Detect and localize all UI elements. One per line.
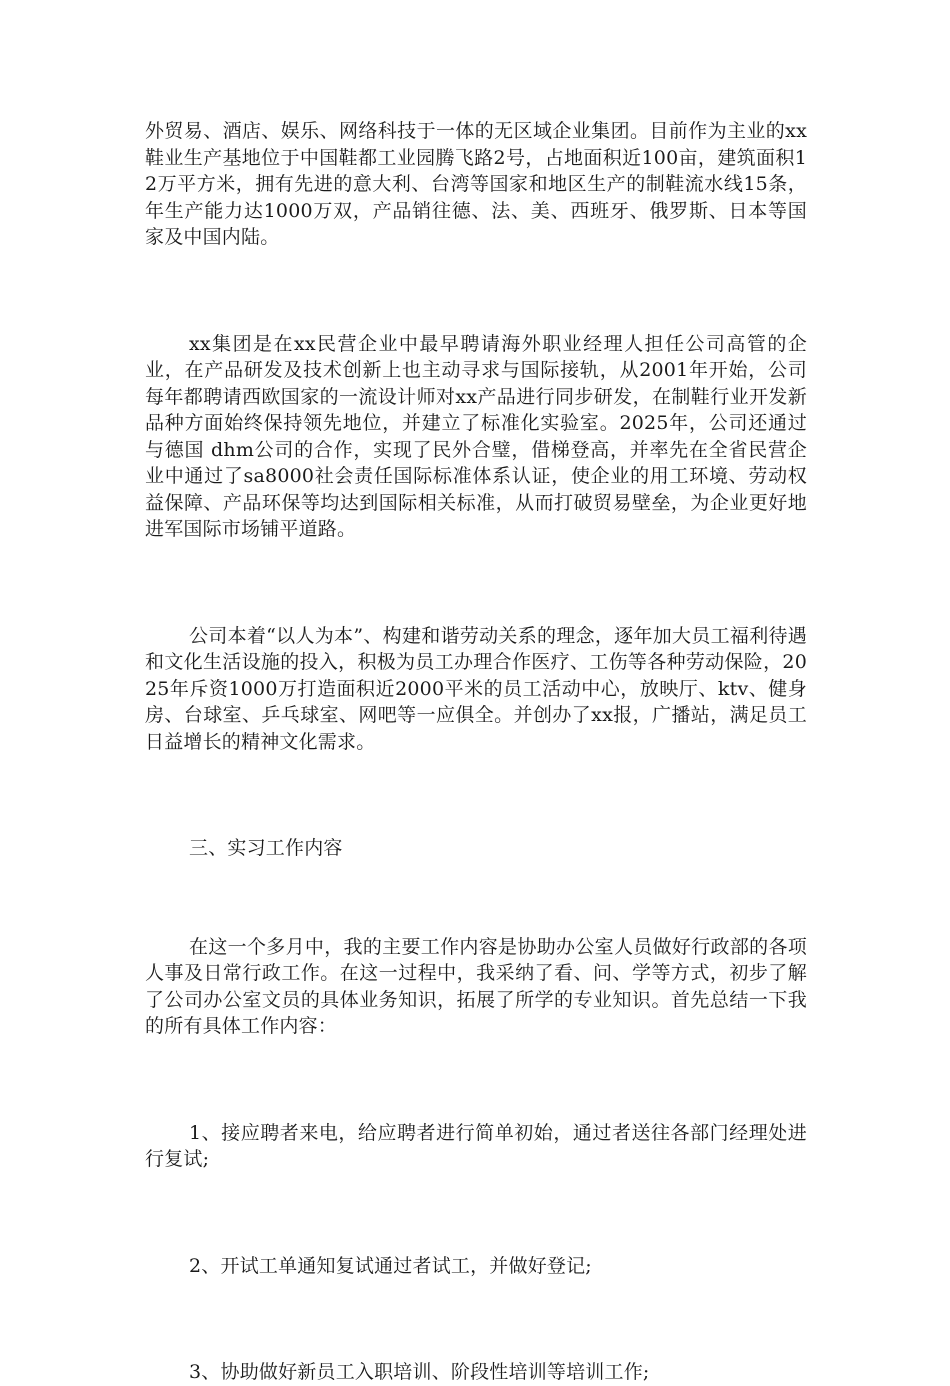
list-item: 1、接应聘者来电，给应聘者进行简单初始，通过者送往各部门经理处进行复试; bbox=[145, 1121, 807, 1170]
section-heading: 三、实习工作内容 bbox=[189, 837, 343, 859]
paragraph-group-innovation: xx集团是在xx民营企业中最早聘请海外职业经理人担任公司高管的企业，在产品研发及技术创新上也主动寻求与国际接轨，从2001年开始，公司每年都聘请西欧国家的一流设计师对xx产品进行同步研发，在制鞋行业开发新品种方面始终保持领先地位，并建立了标准化实验室。2025年，公司还通过与德国 dhm公司的合作，实现了民外合璧，借梯登高，并率先在全省民营企业中通过了sa8000社会责任国际标准体系认证，使企业的用工环境、劳动权益保障、产品环保等均达到国际相关标准，从而打破贸易壁垒，为企业更好地进军国际市场铺平道路。 bbox=[145, 332, 807, 540]
paragraph-company-overview: 外贸易、酒店、娱乐、网络科技于一体的无区域企业集团。目前作为主业的xx鞋业生产基地位于中国鞋都工业园腾飞路2号，占地面积近100亩，建筑面积12万平方米，拥有先进的意大利、台湾等国家和地区生产的制鞋流水线15条，年生产能力达1000万双，产品销往德、法、美、西班牙、俄罗斯、日本等国家及中国内陆。 bbox=[145, 120, 807, 248]
paragraph-work-intro: 在这一个多月中，我的主要工作内容是协助办公室人员做好行政部的各项人事及日常行政工作。在这一过程中，我采纳了看、问、学等方式，初步了解了公司办公室文员的具体业务知识，拓展了所学的专业知识。首先总结一下我的所有具体工作内容： bbox=[145, 935, 807, 1037]
paragraph-employee-welfare: 公司本着“以人为本”、构建和谐劳动关系的理念，逐年加大员工福利待遇和文化生活设施的投入，积极为员工办理合作医疗、工伤等各种劳动保险，2025年斥资1000万打造面积近2000平米的员工活动中心，放映厅、ktv、健身房、台球室、乒乓球室、网吧等一应俱全。并创办了xx报，广播站，满足员工日益增长的精神文化需求。 bbox=[145, 624, 807, 753]
list-item: 2、开试工单通知复试通过者试工，并做好登记; bbox=[189, 1254, 592, 1277]
list-item: 3、协助做好新员工入职培训、阶段性培训等培训工作; bbox=[189, 1361, 650, 1383]
document-page bbox=[145, 118, 807, 1386]
